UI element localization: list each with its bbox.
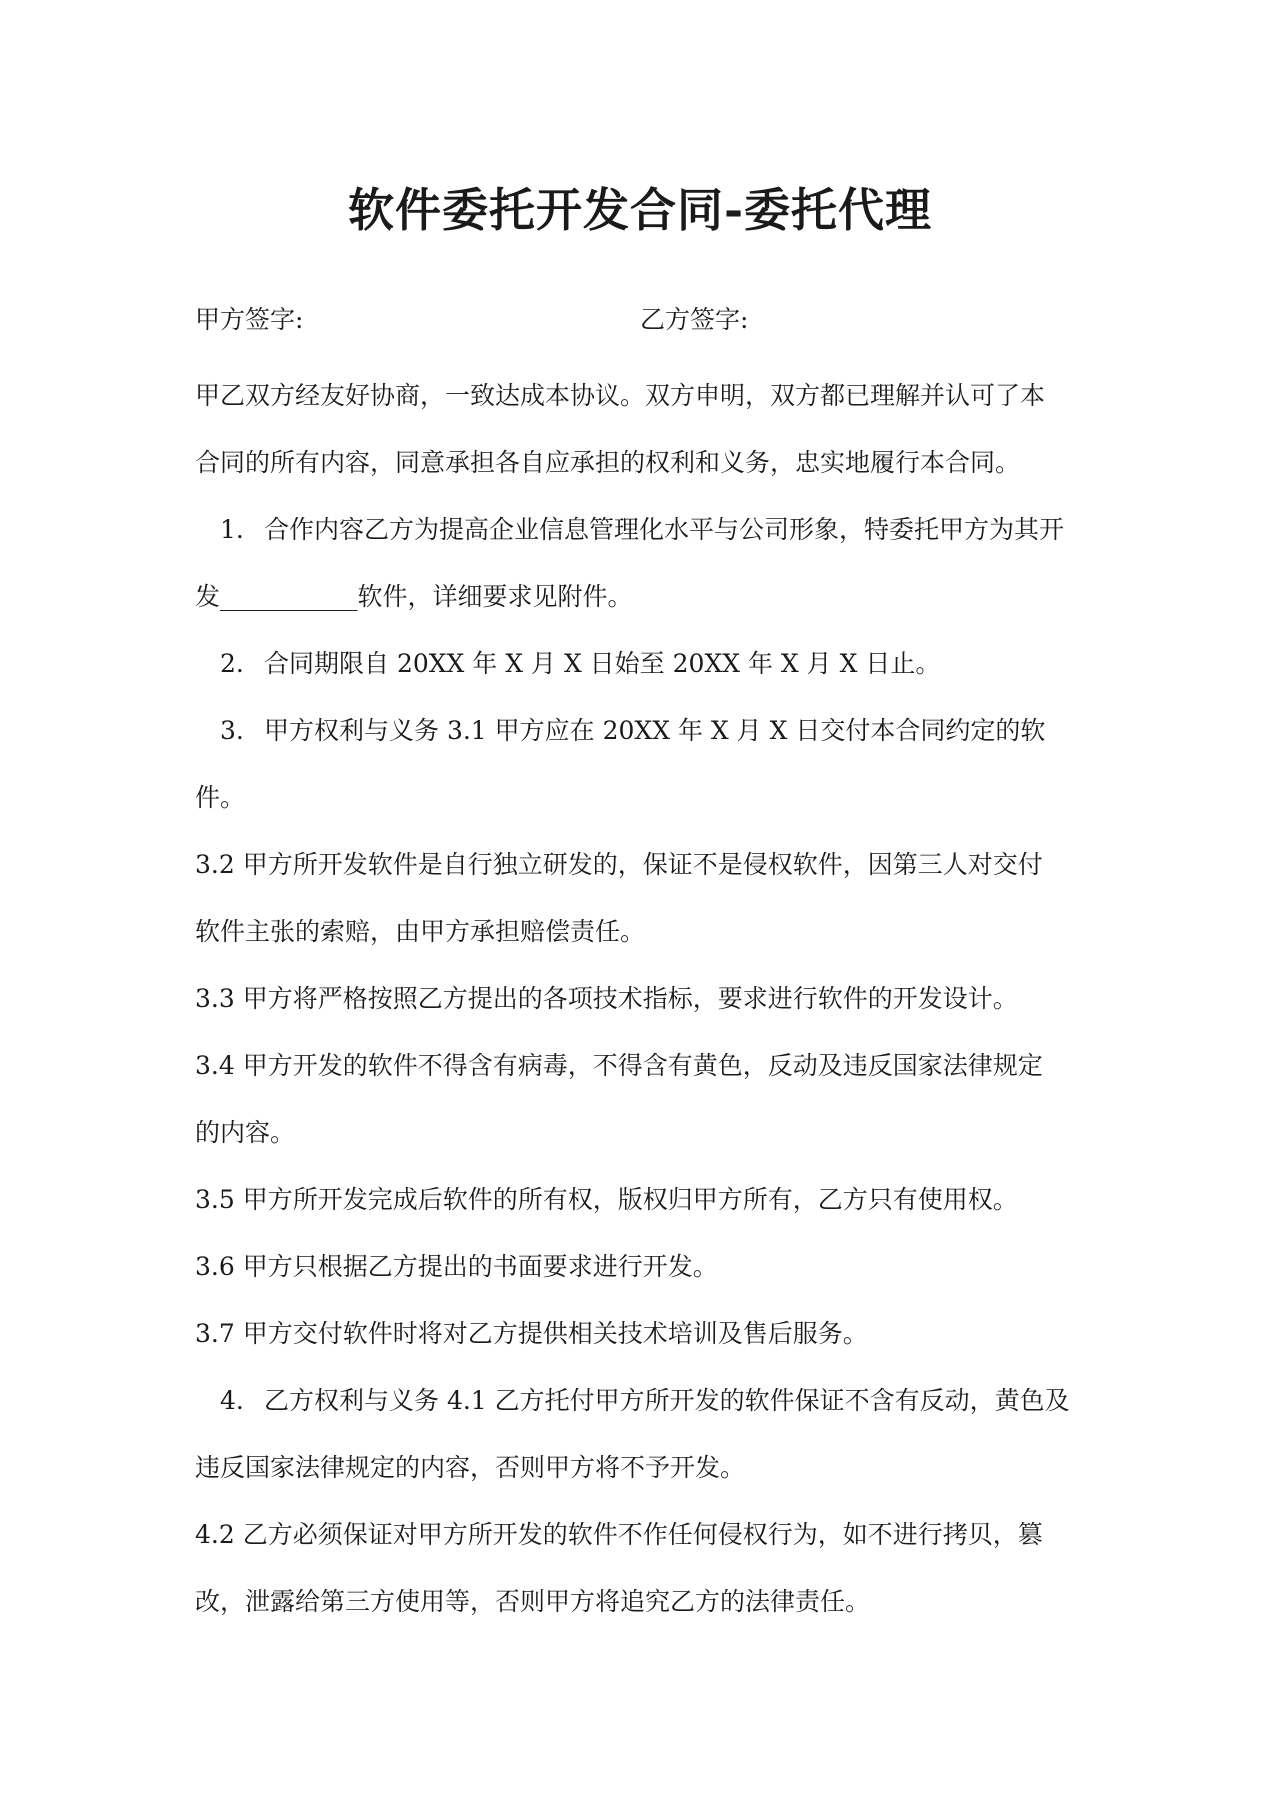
paragraph-line: 合同的所有内容，同意承担各自应承担的权利和义务，忠实地履行本合同。 <box>195 448 1021 477</box>
paragraph-line: 甲乙双方经友好协商，一致达成本协议。双方申明，双方都已理解并认可了本 <box>195 381 1046 410</box>
paragraph-line: 的内容。 <box>195 1118 296 1147</box>
party-a-signature-label: 甲方签字: <box>195 305 304 334</box>
party-b-signature-label: 乙方签字: <box>640 305 749 334</box>
paragraph-line: 3.3 甲方将严格按照乙方提出的各项技术指标，要求进行软件的开发设计。 <box>195 984 1018 1013</box>
paragraph-line: 3.7 甲方交付软件时将对乙方提供相关技术培训及售后服务。 <box>195 1319 868 1348</box>
paragraph-line: 软件主张的索赔，由甲方承担赔偿责任。 <box>195 917 646 946</box>
clause-number: 1. <box>220 515 244 544</box>
contract-body <box>195 362 1095 1635</box>
paragraph-line: 3.4 甲方开发的软件不得含有病毒，不得含有黄色，反动及违反国家法律规定 <box>195 1051 1043 1080</box>
clause-text: 乙方权利与义务 4.1 乙方托付甲方所开发的软件保证不含有反动，黄色及 <box>264 1386 1070 1415</box>
clause-text: 合作内容乙方为提高企业信息管理化水平与公司形象，特委托甲方为其开 <box>264 515 1065 544</box>
document-title: 软件委托开发合同-委托代理 <box>347 183 933 237</box>
clause-number: 2. <box>220 649 244 678</box>
clause-2-line <box>195 630 1095 697</box>
paragraph-line: 发___________软件，详细要求见附件。 <box>195 582 633 611</box>
paragraph-line: 改，泄露给第三方使用等，否则甲方将追究乙方的法律责任。 <box>195 1587 871 1616</box>
paragraph-line: 3.5 甲方所开发完成后软件的所有权，版权归甲方所有，乙方只有使用权。 <box>195 1185 1018 1214</box>
clause-text: 合同期限自 20XX 年 X 月 X 日始至 20XX 年 X 月 X 日止。 <box>264 649 941 678</box>
clause-3-line <box>195 697 1095 764</box>
paragraph-line: 4.2 乙方必须保证对甲方所开发的软件不作任何侵权行为，如不进行拷贝，篡 <box>195 1520 1043 1549</box>
clause-1-line <box>195 496 1095 563</box>
paragraph-line: 违反国家法律规定的内容，否则甲方将不予开发。 <box>195 1453 746 1482</box>
paragraph-line: 3.2 甲方所开发软件是自行独立研发的，保证不是侵权软件，因第三人对交付 <box>195 850 1043 879</box>
paragraph-line: 3.6 甲方只根据乙方提出的书面要求进行开发。 <box>195 1252 718 1281</box>
clause-4-line <box>195 1367 1095 1434</box>
clause-number: 3. <box>220 716 244 745</box>
paragraph-line: 件。 <box>195 783 246 812</box>
clause-text: 甲方权利与义务 3.1 甲方应在 20XX 年 X 月 X 日交付本合同约定的软 <box>264 716 1046 745</box>
clause-number: 4. <box>220 1386 244 1415</box>
